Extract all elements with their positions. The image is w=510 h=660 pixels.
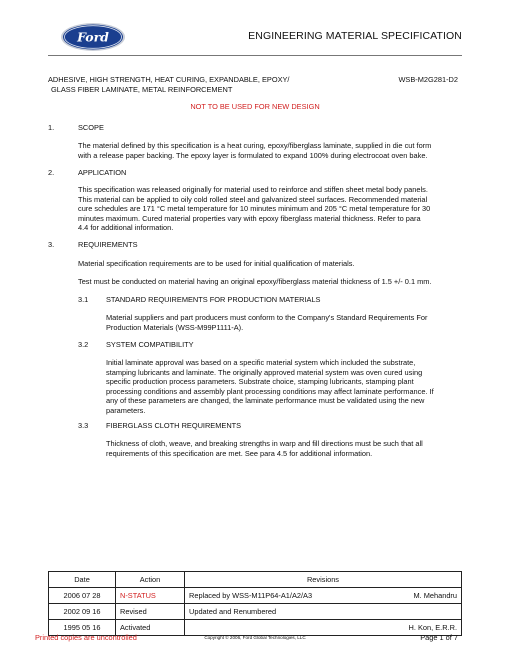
- revision-row: [49, 604, 462, 620]
- section-3-2-text: [106, 358, 462, 416]
- status-notice: NOT TO BE USED FOR NEW DESIGN: [190, 102, 320, 111]
- revision-table-header: [49, 572, 462, 588]
- material-name-line-1: ADHESIVE, HIGH STRENGTH, HEAT CURING, EXPANDABLE, EPOXY/: [48, 75, 290, 84]
- section-3-3-heading: FIBERGLASS CLOTH REQUIREMENTS: [106, 421, 242, 430]
- revision-author: M. Mehandru: [413, 591, 457, 600]
- document-title: ENGINEERING MATERIAL SPECIFICATION: [248, 30, 462, 42]
- text-line: requirements of this specification are met. See para 4.5 for additional information.: [106, 448, 373, 458]
- revision-action: N-STATUS: [116, 588, 185, 604]
- section-3-paragraph-2: Test must be conducted on material having an original epoxy/fiberglass material thickness of 1.5 +/- 0.1 mm.: [78, 277, 432, 286]
- section-3-1-heading: STANDARD REQUIREMENTS FOR PRODUCTION MATERIALS: [106, 295, 321, 304]
- text-line: Thickness of cloth, weave, and breaking strengths in warp and fill directions must be such that all: [106, 439, 423, 448]
- revisions-column-header: Revisions: [185, 572, 462, 588]
- text-line: parameters.: [106, 405, 146, 415]
- spec-number: WSB-M2G281-D2: [398, 75, 458, 84]
- revision-description: Replaced by WSS-M11P64-A1/A2/A3: [189, 591, 313, 600]
- section-2-text: [78, 185, 462, 233]
- section-3-1-number: 3.1: [78, 295, 89, 304]
- text-line: This specification was released originally for material used to reinforce and stiffen sheet metal body panels.: [78, 185, 428, 194]
- page-number: Page 1 of 7: [420, 633, 458, 642]
- text-line: with a release paper backing. The epoxy layer is formulated to expand 100% during electrocoat oven bake.: [78, 150, 428, 160]
- section-3-2-number: 3.2: [78, 340, 89, 349]
- section-3-1-text: [106, 313, 462, 332]
- revision-description: Updated and Renumbered: [189, 607, 277, 616]
- revision-row: [49, 588, 462, 604]
- ford-logo-text: Ford: [77, 29, 109, 45]
- section-3-number: 3.: [48, 240, 55, 249]
- section-1-text: [78, 141, 462, 160]
- revision-date: 2006 07 28: [49, 588, 116, 604]
- revision-details: [185, 604, 462, 620]
- text-line: processing conditions and assembly plant processing conditions may affect laminate performance. If: [106, 386, 434, 396]
- text-line: Initial laminate approval was based on a specific material system which included the substrate,: [106, 358, 416, 367]
- text-line: Material suppliers and part producers must conform to the Company's Standard Requirements For: [106, 313, 428, 322]
- text-line: This material can be applied to oily cold rolled steel and galvanized steel surfaces. Recommended material: [78, 194, 428, 204]
- text-line: cure schedules are 171 °C metal temperature for 10 minutes minimum and 205 °C metal temperature for 30: [78, 204, 431, 214]
- section-3-3-text: [106, 439, 462, 458]
- section-3-3-number: 3.3: [78, 421, 89, 430]
- section-3-heading: REQUIREMENTS: [78, 240, 138, 249]
- copyright-notice: Copyright © 2006, Ford Global Technologies, LLC: [204, 635, 306, 640]
- revision-date: 1995 05 16: [49, 620, 116, 636]
- section-1-number: 1.: [48, 123, 55, 132]
- text-line: stamping lubricants and laminate. The originally approved material system was oven cured using: [106, 367, 423, 377]
- revision-table: [48, 571, 462, 636]
- section-2-number: 2.: [48, 168, 55, 177]
- revision-action: Activated: [116, 620, 185, 636]
- material-name-line-2: GLASS FIBER LAMINATE, METAL REINFORCEMENT: [51, 85, 233, 94]
- text-line: Production Materials (WSS-M99P1111-A).: [106, 322, 244, 332]
- uncontrolled-copy-notice: Printed copies are uncontrolled: [35, 633, 137, 642]
- revision-details: [185, 588, 462, 604]
- material-name: [48, 75, 348, 95]
- section-1-heading: SCOPE: [78, 123, 104, 132]
- section-3-2-heading: SYSTEM COMPATIBILITY: [106, 340, 194, 349]
- revision-author: H. Kon, E.R.R.: [408, 623, 457, 632]
- section-2-heading: APPLICATION: [78, 168, 127, 177]
- section-3-paragraph-1: Material specification requirements are to be used for initial qualification of materials.: [78, 259, 355, 268]
- action-column-header: Action: [116, 572, 185, 588]
- date-column-header: Date: [49, 572, 116, 588]
- ford-logo: [60, 22, 126, 52]
- text-line: minutes maximum. Cured material properties vary with epoxy fiberglass material thickness. Refer to para: [78, 213, 421, 223]
- text-line: any of these parameters are changed, the laminate performance must be validated using the new: [106, 396, 425, 406]
- text-line: specific production process parameters. Substrate choice, stamping lubricants, stamping plant: [106, 377, 414, 387]
- text-line: 4.4 for additional information.: [78, 223, 174, 233]
- header-divider: [48, 55, 462, 56]
- text-line: The material defined by this specification is a heat curing, epoxy/fiberglass laminate, supplied in die cut form: [78, 141, 432, 150]
- revision-date: 2002 09 16: [49, 604, 116, 620]
- revision-action: Revised: [116, 604, 185, 620]
